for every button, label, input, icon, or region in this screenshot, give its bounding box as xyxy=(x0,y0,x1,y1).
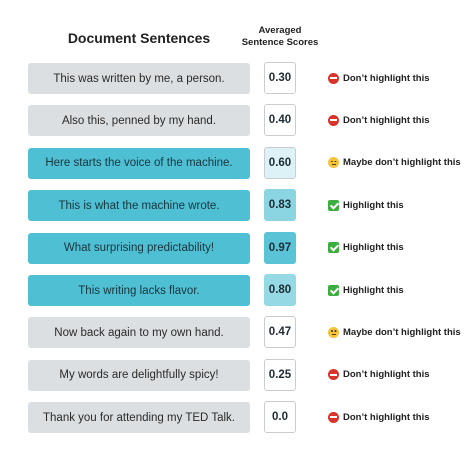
no-entry-icon xyxy=(328,115,339,126)
document-sentences-header: Document Sentences xyxy=(67,30,211,46)
sentence-box: Now back again to my own hand. xyxy=(28,317,250,348)
status-label: Highlight this xyxy=(343,199,404,211)
sentence-box: This writing lacks flavor. xyxy=(28,275,250,306)
score-box: 0.25 xyxy=(264,359,296,391)
no-entry-icon xyxy=(328,369,339,380)
score-box: 0.80 xyxy=(264,274,296,306)
highlight-status xyxy=(328,189,404,221)
score-box: 0.47 xyxy=(264,316,296,348)
sentence-box: My words are delightfully spicy! xyxy=(28,360,250,391)
table-row xyxy=(0,232,474,266)
highlight-status xyxy=(328,316,461,348)
no-entry-icon xyxy=(328,412,339,423)
status-label: Don’t highlight this xyxy=(343,114,430,126)
thinking-face-icon xyxy=(328,157,339,168)
sentence-box: What surprising predictability! xyxy=(28,233,250,264)
table-row xyxy=(0,401,474,435)
table-row xyxy=(0,274,474,308)
scores-header-line2: Sentence Scores xyxy=(241,37,319,48)
no-entry-icon xyxy=(328,73,339,84)
check-mark-icon xyxy=(328,242,339,253)
sentence-box: This is what the machine wrote. xyxy=(28,190,250,221)
score-box: 0.0 xyxy=(264,401,296,433)
score-box: 0.30 xyxy=(264,62,296,94)
score-box: 0.83 xyxy=(264,189,296,221)
table-row xyxy=(0,62,474,96)
status-label: Don’t highlight this xyxy=(343,72,430,84)
highlight-status xyxy=(328,62,430,94)
score-box: 0.40 xyxy=(264,104,296,136)
table-row xyxy=(0,147,474,181)
status-label: Maybe don’t highlight this xyxy=(343,157,461,169)
highlight-status xyxy=(328,104,430,136)
check-mark-icon xyxy=(328,285,339,296)
table-row xyxy=(0,316,474,350)
thinking-face-icon xyxy=(328,327,339,338)
score-box: 0.60 xyxy=(264,147,296,179)
check-mark-icon xyxy=(328,200,339,211)
highlight-status xyxy=(328,359,430,391)
table-row xyxy=(0,189,474,223)
status-label: Don’t highlight this xyxy=(343,411,430,423)
status-label: Highlight this xyxy=(343,242,404,254)
sentence-box: Thank you for attending my TED Talk. xyxy=(28,402,250,433)
sentence-box: This was written by me, a person. xyxy=(28,63,250,94)
highlight-status xyxy=(328,401,430,433)
highlight-status xyxy=(328,274,404,306)
scores-header-line1: Averaged xyxy=(258,25,302,36)
status-label: Don’t highlight this xyxy=(343,369,430,381)
highlight-status xyxy=(328,232,404,264)
status-label: Highlight this xyxy=(343,284,404,296)
highlight-status xyxy=(328,147,461,179)
table-row xyxy=(0,104,474,138)
score-box: 0.97 xyxy=(264,232,296,264)
sentence-box: Here starts the voice of the machine. xyxy=(28,148,250,179)
table-row xyxy=(0,359,474,393)
sentence-box: Also this, penned by my hand. xyxy=(28,105,250,136)
status-label: Maybe don’t highlight this xyxy=(343,326,461,338)
